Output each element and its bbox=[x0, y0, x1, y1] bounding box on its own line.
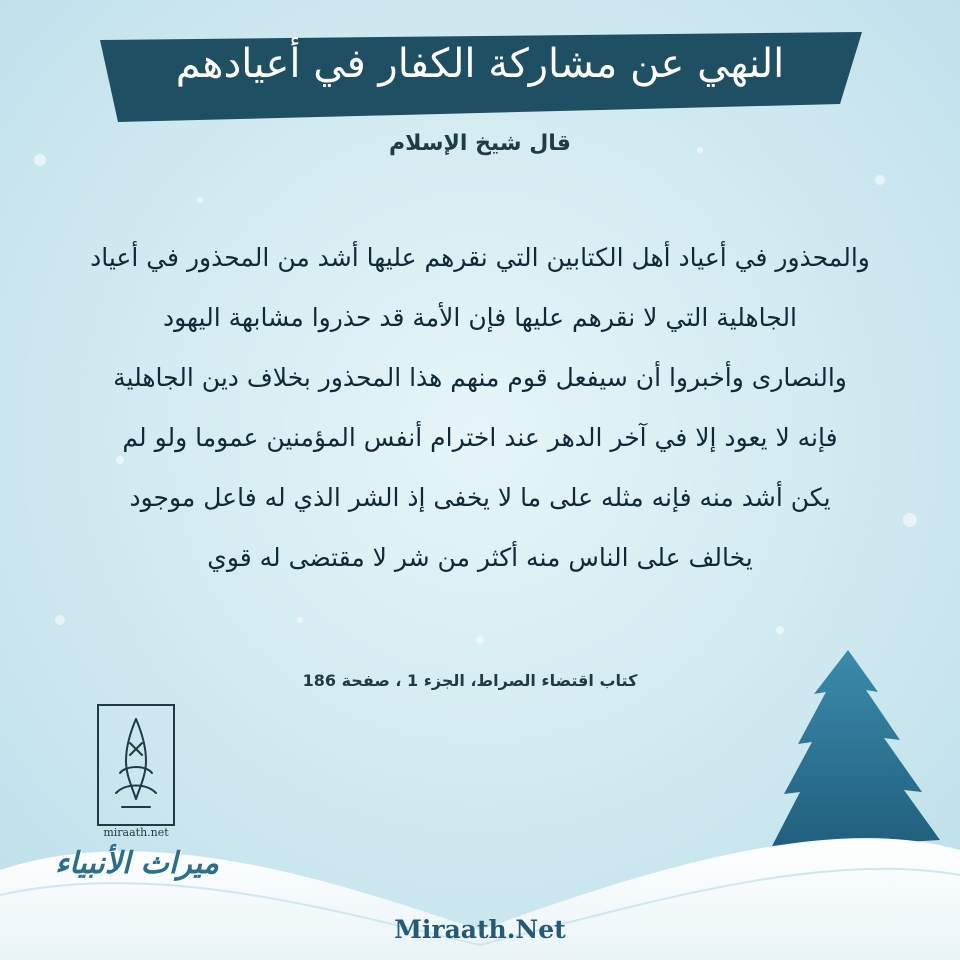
quote-line: يخالف على الناس منه أكثر من شر لا مقتضى له قوي bbox=[207, 543, 753, 572]
quote-line: والنصارى وأخبروا أن سيفعل قوم منهم هذا المحذور بخلاف دين الجاهلية bbox=[113, 363, 847, 392]
quote-line: يكن أشد منه فإنه مثله على ما لا يخفى إذ الشر الذي له فاعل موجود bbox=[129, 483, 831, 512]
quote-line: فإنه لا يعود إلا في آخر الدهر عند اخترام أنفس المؤمنين عموما ولو لم bbox=[122, 423, 838, 452]
logo-caption: miraath.net bbox=[103, 826, 169, 839]
source-citation: كتاب اقتضاء الصراط، الجزء 1 ، صفحة 186 bbox=[302, 671, 638, 690]
brand-name: ميراث الأنبياء bbox=[55, 846, 219, 881]
miraath-logo-icon bbox=[96, 703, 176, 841]
quote-line: والمحذور في أعياد أهل الكتابين التي نقرهم عليها أشد من المحذور في أعياد bbox=[90, 243, 870, 272]
site-footer-link[interactable]: Miraath.Net bbox=[394, 915, 566, 944]
page-title: النهي عن مشاركة الكفار في أعيادهم bbox=[175, 41, 785, 87]
quote-line: الجاهلية التي لا نقرهم عليها فإن الأمة قد حذروا مشابهة اليهود bbox=[162, 303, 798, 332]
quote-attribution: قال شيخ الإسلام bbox=[389, 131, 571, 156]
